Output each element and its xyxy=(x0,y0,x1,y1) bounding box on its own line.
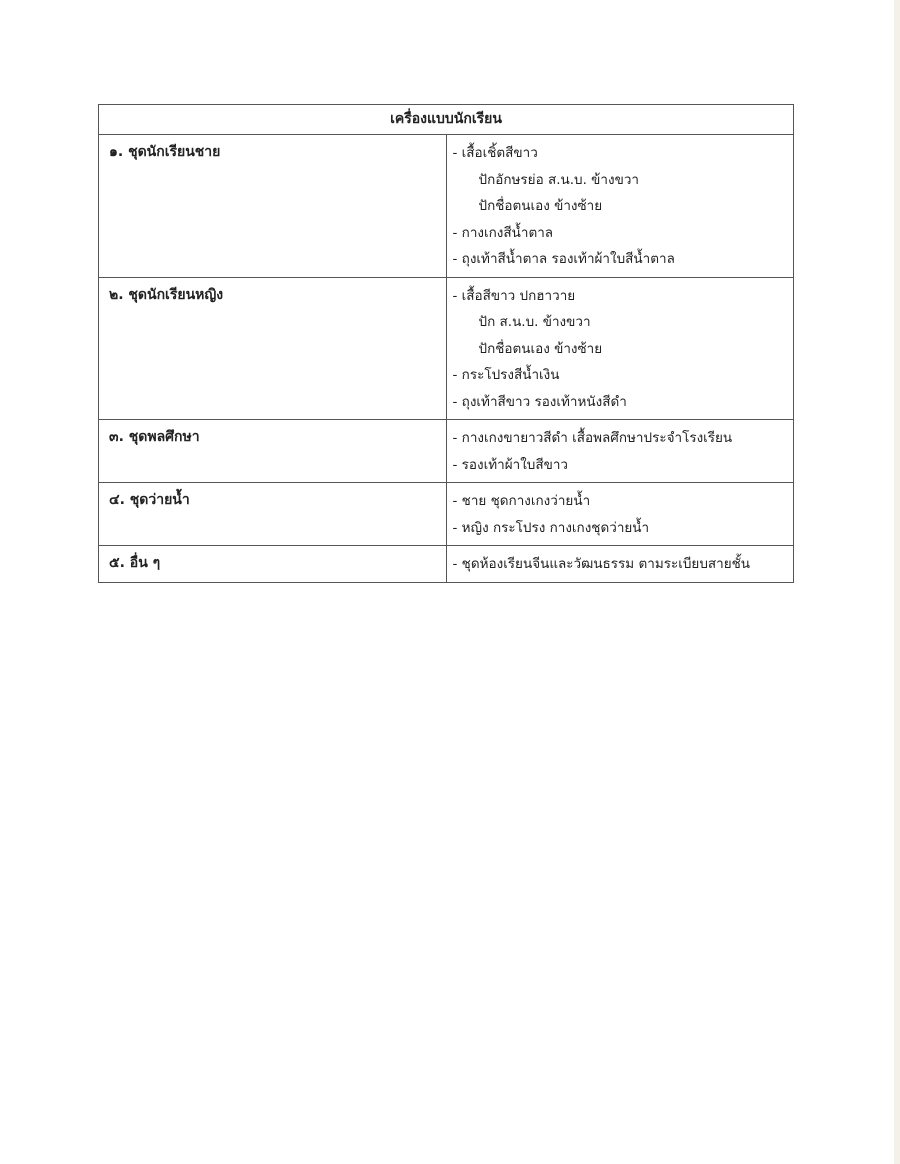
uniform-table-body xyxy=(99,105,794,583)
table-row xyxy=(99,420,794,483)
category-cell: ๓. ชุดพลศึกษา xyxy=(99,420,447,483)
detail-line: - ชาย ชุดกางเกงว่ายน้ำ xyxy=(452,493,591,509)
category-cell: ๒. ชุดนักเรียนหญิง xyxy=(99,277,447,420)
detail-line: ปัก ส.น.บ. ข้างขวา xyxy=(478,314,591,330)
detail-line: - เสื้อเชิ้ตสีขาว xyxy=(452,145,538,161)
uniform-table xyxy=(98,104,794,583)
page-edge xyxy=(894,0,900,1164)
detail-line: - เสื้อสีขาว ปกฮาวาย xyxy=(452,287,576,304)
detail-line: - กระโปรงสีน้ำเงิน xyxy=(452,367,560,383)
detail-line: ปักชื่อตนเอง ข้างซ้าย xyxy=(478,340,603,357)
table-row xyxy=(99,135,794,278)
detail-cell xyxy=(446,135,794,278)
detail-line: - กางเกงขายาวสีดำ เสื้อพลศึกษาประจำโรงเรียน xyxy=(452,430,733,446)
detail-line: ปักอักษรย่อ ส.น.บ. ข้างขวา xyxy=(478,171,639,188)
detail-line: - ถุงเท้าสีน้ำตาล รองเท้าผ้าใบสีน้ำตาล xyxy=(452,251,675,267)
table-row xyxy=(99,546,794,583)
detail-line: - กางเกงสีน้ำตาล xyxy=(452,224,554,241)
detail-cell xyxy=(446,420,794,483)
detail-cell xyxy=(446,483,794,546)
detail-cell xyxy=(446,277,794,420)
detail-cell xyxy=(446,546,794,583)
detail-line: - รองเท้าผ้าใบสีขาว xyxy=(452,456,568,473)
category-cell: ๑. ชุดนักเรียนชาย xyxy=(99,135,447,278)
category-cell: ๕. อื่น ๆ xyxy=(99,546,447,583)
table-title: เครื่องแบบนักเรียน xyxy=(99,105,794,135)
table-row xyxy=(99,277,794,420)
table-title-row xyxy=(99,105,794,135)
category-cell: ๔. ชุดว่ายน้ำ xyxy=(99,483,447,546)
detail-line: - ชุดห้องเรียนจีนและวัฒนธรรม ตามระเบียบสายชั้น xyxy=(452,556,751,572)
detail-line: ปักชื่อตนเอง ข้างซ้าย xyxy=(478,198,603,214)
detail-line: - ถุงเท้าสีขาว รองเท้าหนังสีดำ xyxy=(452,393,627,410)
table-row xyxy=(99,483,794,546)
detail-line: - หญิง กระโปรง กางเกงชุดว่ายน้ำ xyxy=(452,519,650,536)
